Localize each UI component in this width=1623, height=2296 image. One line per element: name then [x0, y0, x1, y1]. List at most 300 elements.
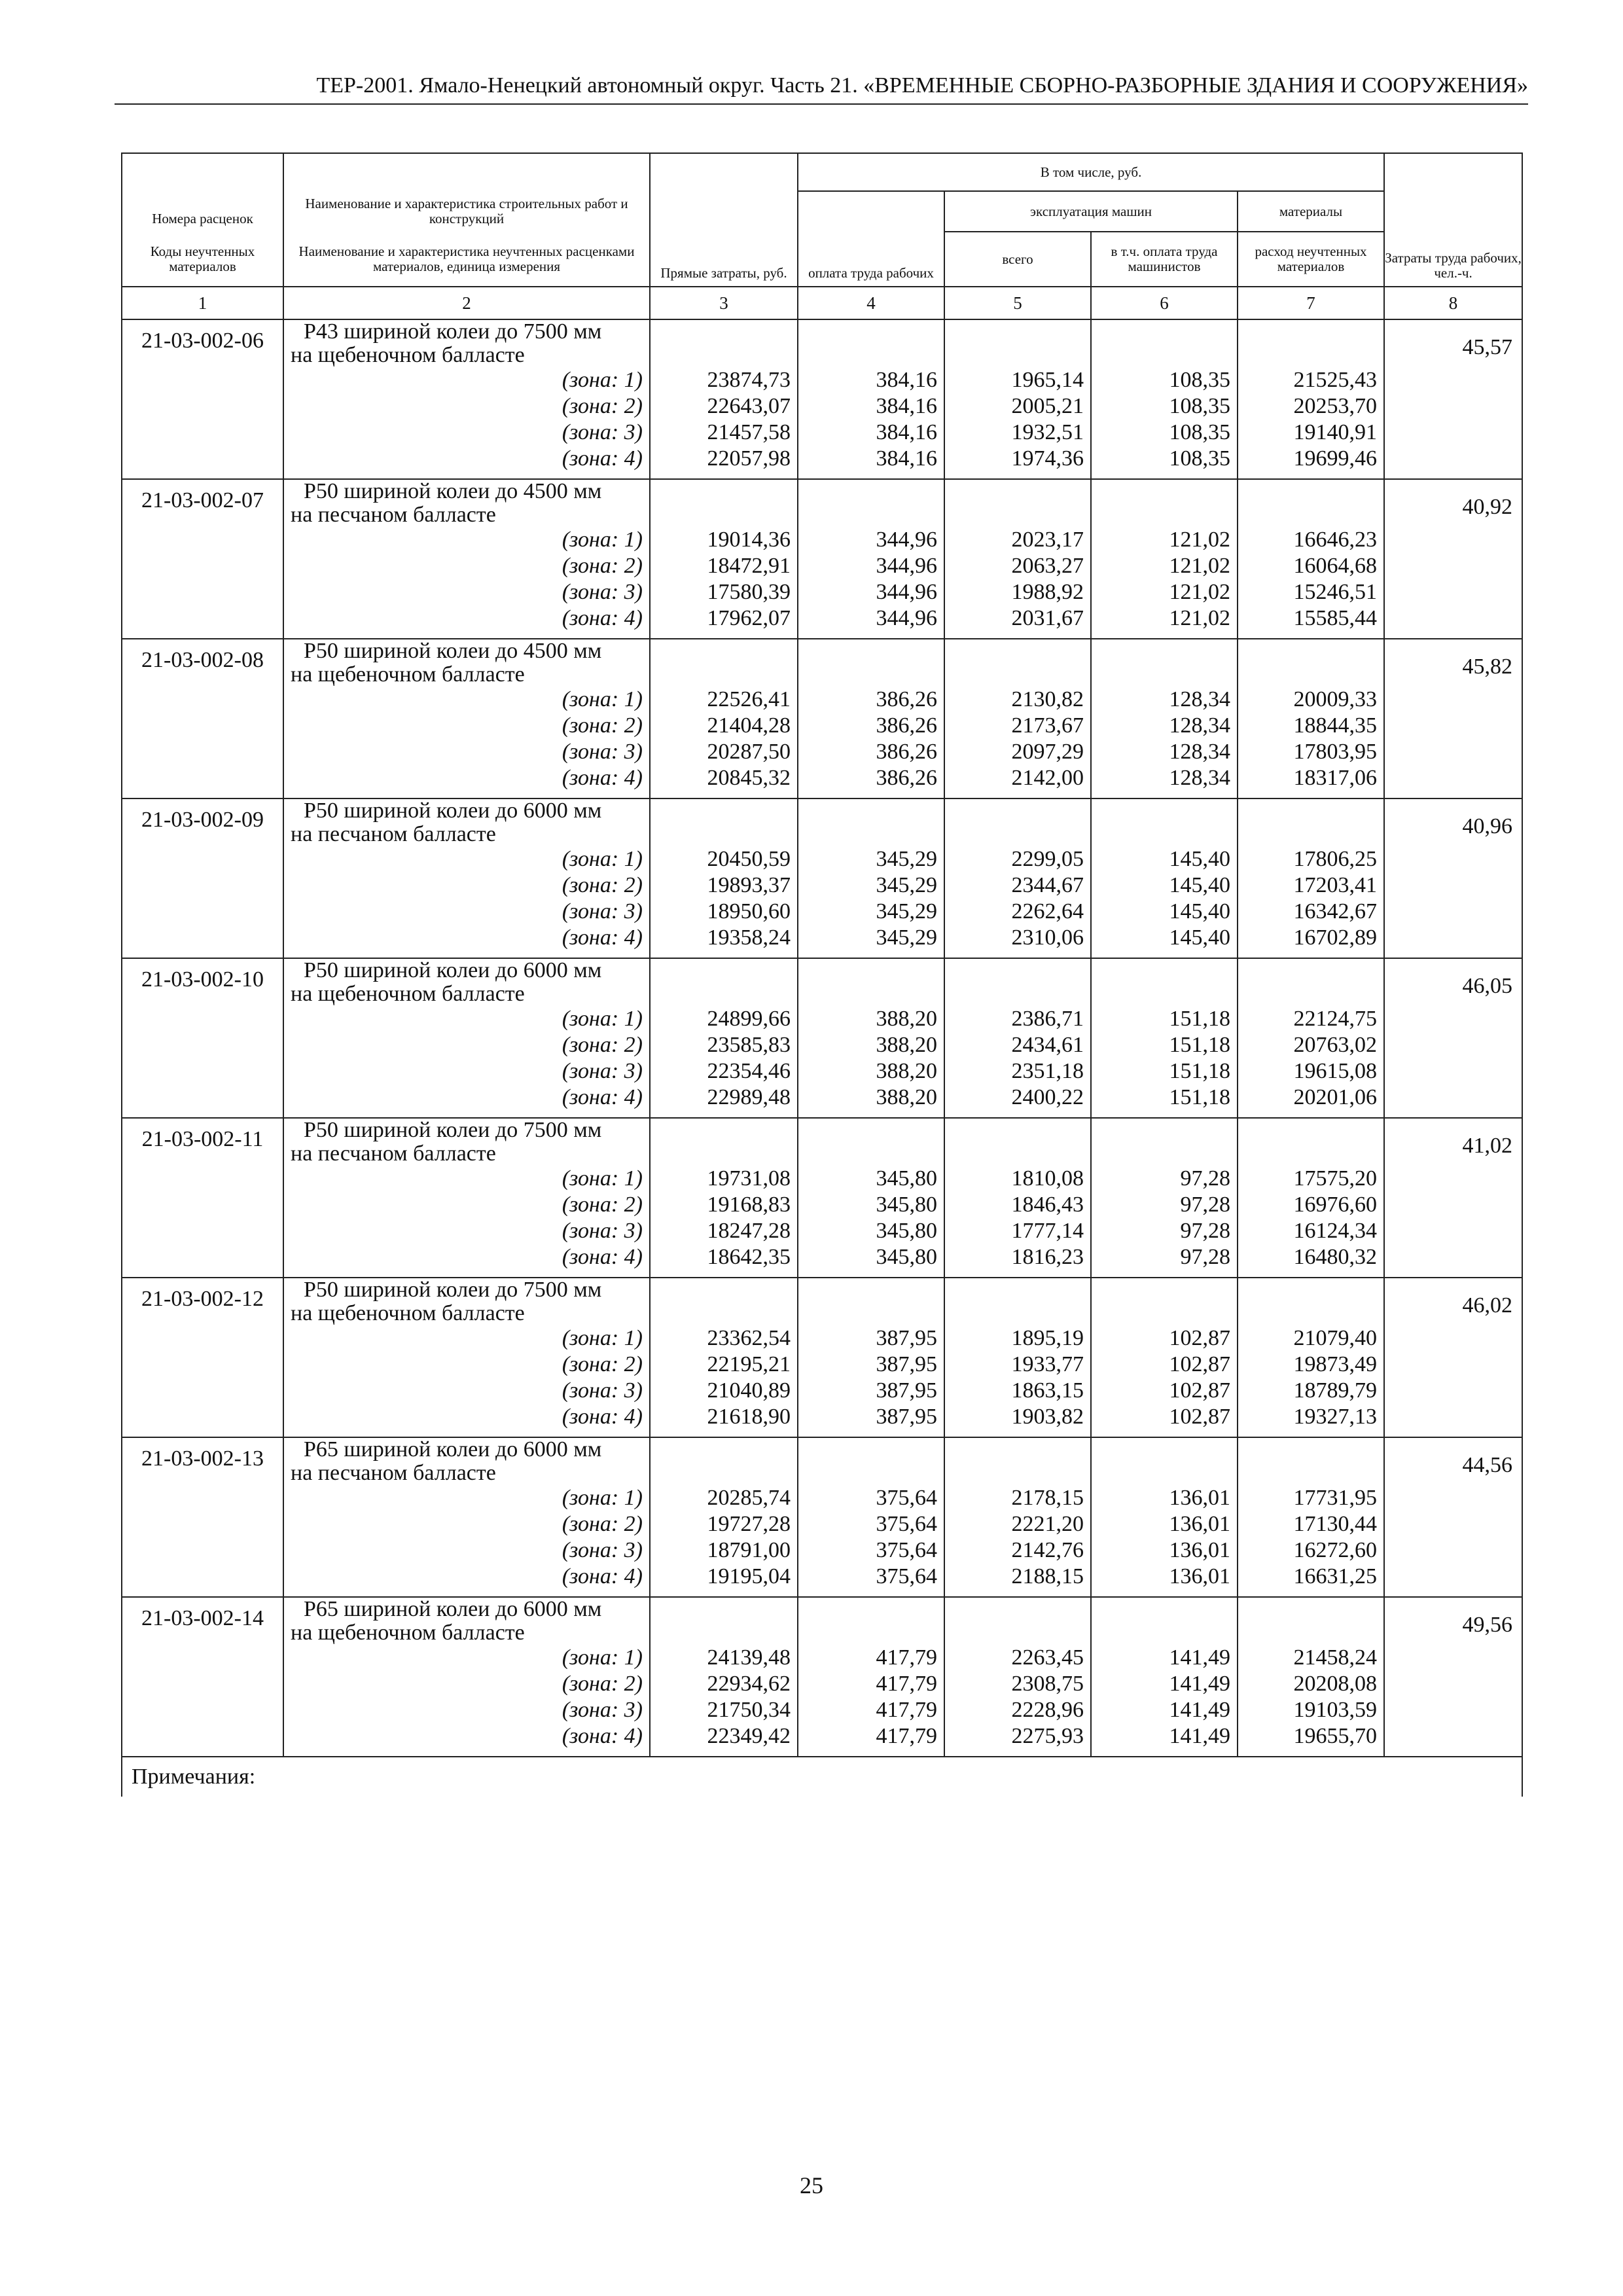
empty-cell: [122, 1485, 283, 1511]
empty-cell: [122, 1192, 283, 1218]
wages-cell: 344,96: [798, 605, 944, 639]
col7-label: расход неучтенных материалов: [1238, 232, 1384, 287]
machinist-wages-cell: 97,28: [1091, 1244, 1238, 1278]
empty-cell: [650, 958, 798, 1006]
machines-cell: 2142,00: [944, 765, 1091, 798]
empty-cell: [1238, 1278, 1384, 1325]
rate-title-row: [122, 639, 1522, 687]
empty-cell: [122, 713, 283, 739]
empty-cell: [1238, 1118, 1384, 1166]
empty-cell: [650, 639, 798, 687]
direct-cost-cell: 21750,34: [650, 1697, 798, 1723]
wages-cell: 375,64: [798, 1564, 944, 1597]
materials-cell: 16976,60: [1238, 1192, 1384, 1218]
zone-label: (зона: 2): [283, 1671, 650, 1697]
page-number: 25: [800, 2172, 823, 2198]
rate-name-line1: Р50 шириной колеи до 6000 мм: [304, 958, 602, 982]
machinist-wages-cell: 145,40: [1091, 846, 1238, 872]
empty-cell: [122, 899, 283, 925]
zone-label: (зона: 1): [283, 1325, 650, 1352]
col2-bottom-label: Наименование и характеристика неучтенных расценками материалов, единица измерения: [283, 232, 650, 287]
empty-cell: [944, 1118, 1091, 1166]
rate-name: [283, 958, 650, 1006]
zone-row: [122, 1244, 1522, 1278]
direct-cost-cell: 17962,07: [650, 605, 798, 639]
rate-title-row: [122, 1437, 1522, 1485]
empty-cell: [122, 1325, 283, 1352]
machines-cell: 2178,15: [944, 1485, 1091, 1511]
machines-cell: 2173,67: [944, 713, 1091, 739]
direct-cost-cell: 19893,37: [650, 872, 798, 899]
direct-cost-cell: 23874,73: [650, 367, 798, 393]
machines-cell: 1965,14: [944, 367, 1091, 393]
materials-cell: 18789,79: [1238, 1378, 1384, 1404]
zone-row: [122, 1671, 1522, 1697]
incl-label: В том числе, руб.: [798, 153, 1384, 191]
rate-name: [283, 798, 650, 846]
empty-cell: [944, 1597, 1091, 1645]
empty-cell: [798, 639, 944, 687]
zone-row: [122, 713, 1522, 739]
machinist-wages-cell: 121,02: [1091, 605, 1238, 639]
column-number: 6: [1091, 287, 1238, 319]
column-number: 8: [1384, 287, 1522, 319]
zone-row: [122, 393, 1522, 420]
empty-cell: [122, 367, 283, 393]
machines-cell: 2308,75: [944, 1671, 1091, 1697]
machinist-wages-cell: 151,18: [1091, 1006, 1238, 1032]
empty-cell: [650, 319, 798, 367]
zone-row: [122, 925, 1522, 958]
machinist-wages-cell: 128,34: [1091, 687, 1238, 713]
wages-cell: 345,29: [798, 925, 944, 958]
direct-cost-cell: 19195,04: [650, 1564, 798, 1597]
empty-cell: [798, 319, 944, 367]
zone-row: [122, 1352, 1522, 1378]
labor-cost-cell: 40,92: [1384, 479, 1522, 639]
machines-cell: 1974,36: [944, 446, 1091, 479]
empty-cell: [122, 1032, 283, 1058]
empty-cell: [650, 1597, 798, 1645]
wages-cell: 345,29: [798, 872, 944, 899]
zone-row: [122, 846, 1522, 872]
zone-label: (зона: 2): [283, 1352, 650, 1378]
zone-row: [122, 739, 1522, 765]
empty-cell: [1091, 1278, 1238, 1325]
zone-label: (зона: 3): [283, 1378, 650, 1404]
column-number: 2: [283, 287, 650, 319]
rate-name-line2: на щебеночном балласте: [291, 343, 525, 367]
col3-label: Прямые затраты, руб.: [650, 153, 798, 287]
empty-cell: [1238, 798, 1384, 846]
empty-cell: [122, 1645, 283, 1671]
empty-cell: [122, 846, 283, 872]
rate-name: [283, 319, 650, 367]
machinist-wages-cell: 151,18: [1091, 1058, 1238, 1085]
rate-name: [283, 639, 650, 687]
empty-cell: [944, 639, 1091, 687]
wages-cell: 345,80: [798, 1192, 944, 1218]
direct-cost-cell: 20845,32: [650, 765, 798, 798]
machinist-wages-cell: 121,02: [1091, 553, 1238, 579]
rate-name-line2: на песчаном балласте: [291, 1141, 496, 1166]
zone-row: [122, 367, 1522, 393]
column-number: 7: [1238, 287, 1384, 319]
wages-cell: 388,20: [798, 1006, 944, 1032]
wages-cell: 345,29: [798, 899, 944, 925]
wages-cell: 384,16: [798, 393, 944, 420]
wages-cell: 387,95: [798, 1378, 944, 1404]
machines-cell: 2005,21: [944, 393, 1091, 420]
machinist-wages-cell: 102,87: [1091, 1404, 1238, 1437]
rate-title-row: [122, 1278, 1522, 1325]
direct-cost-cell: 23362,54: [650, 1325, 798, 1352]
machines-cell: 1846,43: [944, 1192, 1091, 1218]
materials-cell: 20253,70: [1238, 393, 1384, 420]
machines-cell: 2263,45: [944, 1645, 1091, 1671]
empty-cell: [122, 1697, 283, 1723]
empty-cell: [122, 1537, 283, 1564]
wages-cell: 384,16: [798, 367, 944, 393]
machines-cell: 2130,82: [944, 687, 1091, 713]
rate-title-row: [122, 958, 1522, 1006]
labor-cost-cell: 49,56: [1384, 1597, 1522, 1757]
empty-cell: [650, 1437, 798, 1485]
zone-label: (зона: 4): [283, 1723, 650, 1757]
materials-cell: 20763,02: [1238, 1032, 1384, 1058]
empty-cell: [122, 1404, 283, 1437]
zone-row: [122, 1378, 1522, 1404]
zone-label: (зона: 1): [283, 1485, 650, 1511]
empty-cell: [122, 1352, 283, 1378]
materials-cell: 20201,06: [1238, 1085, 1384, 1118]
materials-cell: 15585,44: [1238, 605, 1384, 639]
machinist-wages-cell: 102,87: [1091, 1352, 1238, 1378]
empty-cell: [1091, 798, 1238, 846]
rates-table: [121, 152, 1523, 1797]
column-number: 4: [798, 287, 944, 319]
zone-row: [122, 1006, 1522, 1032]
direct-cost-cell: 21457,58: [650, 420, 798, 446]
wages-cell: 388,20: [798, 1058, 944, 1085]
rate-title-row: [122, 798, 1522, 846]
materials-cell: 17575,20: [1238, 1166, 1384, 1192]
rate-name-line2: на песчаном балласте: [291, 822, 496, 846]
wages-cell: 387,95: [798, 1352, 944, 1378]
direct-cost-cell: 20450,59: [650, 846, 798, 872]
zone-label: (зона: 3): [283, 1218, 650, 1244]
empty-cell: [122, 1378, 283, 1404]
zone-row: [122, 420, 1522, 446]
zone-label: (зона: 4): [283, 1085, 650, 1118]
labor-cost-cell: 45,82: [1384, 639, 1522, 798]
rate-code: 21-03-002-14: [122, 1597, 283, 1645]
direct-cost-cell: 22526,41: [650, 687, 798, 713]
machines-cell: 2142,76: [944, 1537, 1091, 1564]
empty-cell: [122, 872, 283, 899]
empty-cell: [1091, 479, 1238, 527]
zone-label: (зона: 4): [283, 446, 650, 479]
machines-cell: 2262,64: [944, 899, 1091, 925]
zone-label: (зона: 2): [283, 553, 650, 579]
empty-cell: [798, 798, 944, 846]
machines-cell: 2386,71: [944, 1006, 1091, 1032]
machinist-wages-cell: 141,49: [1091, 1697, 1238, 1723]
zone-row: [122, 1645, 1522, 1671]
wages-cell: 386,26: [798, 765, 944, 798]
zone-label: (зона: 2): [283, 1192, 650, 1218]
table-body: [122, 319, 1522, 1757]
direct-cost-cell: 18642,35: [650, 1244, 798, 1278]
machinist-wages-cell: 97,28: [1091, 1218, 1238, 1244]
empty-cell: [944, 958, 1091, 1006]
direct-cost-cell: 19014,36: [650, 527, 798, 553]
empty-cell: [122, 446, 283, 479]
direct-cost-cell: 19731,08: [650, 1166, 798, 1192]
machinist-wages-cell: 128,34: [1091, 739, 1238, 765]
rate-title-row: [122, 479, 1522, 527]
materials-cell: 19103,59: [1238, 1697, 1384, 1723]
materials-cell: 21458,24: [1238, 1645, 1384, 1671]
machines-cell: 1903,82: [944, 1404, 1091, 1437]
zone-row: [122, 446, 1522, 479]
machinist-wages-cell: 145,40: [1091, 899, 1238, 925]
rate-name-line2: на песчаном балласте: [291, 1461, 496, 1485]
zone-label: (зона: 2): [283, 393, 650, 420]
rate-title-row: [122, 1118, 1522, 1166]
direct-cost-cell: 22934,62: [650, 1671, 798, 1697]
zone-label: (зона: 4): [283, 1244, 650, 1278]
wages-cell: 386,26: [798, 713, 944, 739]
wages-cell: 417,79: [798, 1723, 944, 1757]
machinist-wages-cell: 102,87: [1091, 1325, 1238, 1352]
machinist-wages-cell: 141,49: [1091, 1645, 1238, 1671]
labor-cost-cell: 46,02: [1384, 1278, 1522, 1437]
zone-label: (зона: 2): [283, 1511, 650, 1537]
materials-cell: 17806,25: [1238, 846, 1384, 872]
rate-name-line2: на песчаном балласте: [291, 503, 496, 527]
zone-label: (зона: 3): [283, 420, 650, 446]
empty-cell: [122, 1006, 283, 1032]
machinist-wages-cell: 97,28: [1091, 1192, 1238, 1218]
rate-name-line1: Р50 шириной колеи до 6000 мм: [304, 798, 602, 823]
rate-title-row: [122, 1597, 1522, 1645]
zone-label: (зона: 3): [283, 739, 650, 765]
machinist-wages-cell: 102,87: [1091, 1378, 1238, 1404]
machinist-wages-cell: 141,49: [1091, 1723, 1238, 1757]
empty-cell: [798, 479, 944, 527]
wages-cell: 344,96: [798, 553, 944, 579]
empty-cell: [1238, 319, 1384, 367]
column-number: 3: [650, 287, 798, 319]
empty-cell: [122, 687, 283, 713]
machinist-wages-cell: 97,28: [1091, 1166, 1238, 1192]
rate-name-line2: на щебеночном балласте: [291, 982, 525, 1006]
materials-cell: 16646,23: [1238, 527, 1384, 553]
wages-cell: 345,29: [798, 846, 944, 872]
zone-label: (зона: 2): [283, 872, 650, 899]
zone-label: (зона: 3): [283, 899, 650, 925]
machinist-wages-cell: 136,01: [1091, 1511, 1238, 1537]
machines-cell: 2351,18: [944, 1058, 1091, 1085]
empty-cell: [944, 479, 1091, 527]
zone-row: [122, 1511, 1522, 1537]
machines-cell: 2031,67: [944, 605, 1091, 639]
wages-cell: 375,64: [798, 1537, 944, 1564]
zone-row: [122, 1485, 1522, 1511]
direct-cost-cell: 22057,98: [650, 446, 798, 479]
materials-cell: 21079,40: [1238, 1325, 1384, 1352]
empty-cell: [122, 1511, 283, 1537]
empty-cell: [798, 958, 944, 1006]
machines-cell: 2400,22: [944, 1085, 1091, 1118]
col2-top-label: Наименование и характеристика строительных работ и конструкций: [283, 153, 650, 232]
empty-cell: [1238, 958, 1384, 1006]
zone-label: (зона: 2): [283, 713, 650, 739]
materials-cell: 17731,95: [1238, 1485, 1384, 1511]
machines-cell: 2188,15: [944, 1564, 1091, 1597]
materials-cell: 19140,91: [1238, 420, 1384, 446]
zone-label: (зона: 1): [283, 527, 650, 553]
zone-row: [122, 553, 1522, 579]
empty-cell: [1091, 319, 1238, 367]
rate-name: [283, 1437, 650, 1485]
labor-cost-cell: 40,96: [1384, 798, 1522, 958]
column-number: 5: [944, 287, 1091, 319]
materials-cell: 16124,34: [1238, 1218, 1384, 1244]
empty-cell: [122, 605, 283, 639]
zone-row: [122, 1697, 1522, 1723]
empty-cell: [122, 393, 283, 420]
labor-cost-cell: 45,57: [1384, 319, 1522, 479]
empty-cell: [122, 420, 283, 446]
running-header: ТЕР-2001. Ямало-Ненецкий автономный округ. Часть 21. «ВРЕМЕННЫЕ СБОРНО-РАЗБОРНЫЕ ЗДАНИЯ И СООРУЖЕНИЯ»: [316, 73, 1528, 98]
zone-label: (зона: 3): [283, 1537, 650, 1564]
direct-cost-cell: 18247,28: [650, 1218, 798, 1244]
rate-code: 21-03-002-10: [122, 958, 283, 1006]
wages-cell: 344,96: [798, 579, 944, 605]
direct-cost-cell: 19727,28: [650, 1511, 798, 1537]
rate-name: [283, 1118, 650, 1166]
machines-cell: 2228,96: [944, 1697, 1091, 1723]
zone-row: [122, 1192, 1522, 1218]
direct-cost-cell: 18950,60: [650, 899, 798, 925]
zone-label: (зона: 3): [283, 579, 650, 605]
machines-cell: 2221,20: [944, 1511, 1091, 1537]
direct-cost-cell: 24899,66: [650, 1006, 798, 1032]
wages-cell: 386,26: [798, 739, 944, 765]
empty-cell: [122, 1218, 283, 1244]
machinist-wages-cell: 136,01: [1091, 1537, 1238, 1564]
rate-name-line1: Р50 шириной колеи до 4500 мм: [304, 639, 602, 663]
materials-cell: 18317,06: [1238, 765, 1384, 798]
notes-label: Примечания:: [122, 1757, 1522, 1797]
empty-cell: [122, 1564, 283, 1597]
zone-row: [122, 1723, 1522, 1757]
empty-cell: [1238, 479, 1384, 527]
zone-row: [122, 872, 1522, 899]
rate-name-line1: Р50 шириной колеи до 7500 мм: [304, 1278, 602, 1302]
materials-cell: 16064,68: [1238, 553, 1384, 579]
col5-label: всего: [944, 232, 1091, 287]
rate-code: 21-03-002-11: [122, 1118, 283, 1166]
machinist-wages-cell: 151,18: [1091, 1085, 1238, 1118]
col4-label: оплата труда рабочих: [798, 191, 944, 287]
empty-cell: [650, 1278, 798, 1325]
labor-cost-cell: 46,05: [1384, 958, 1522, 1118]
machinist-wages-cell: 128,34: [1091, 765, 1238, 798]
col1-bottom-label: Коды неучтенных материалов: [122, 232, 283, 287]
direct-cost-cell: 22989,48: [650, 1085, 798, 1118]
zone-row: [122, 1085, 1522, 1118]
rate-name-line1: Р65 шириной колеи до 6000 мм: [304, 1597, 602, 1621]
direct-cost-cell: 18472,91: [650, 553, 798, 579]
empty-cell: [944, 319, 1091, 367]
zone-row: [122, 765, 1522, 798]
empty-cell: [122, 739, 283, 765]
empty-cell: [122, 1671, 283, 1697]
materials-cell: 16480,32: [1238, 1244, 1384, 1278]
rate-name-line2: на щебеночном балласте: [291, 662, 525, 687]
direct-cost-cell: 20287,50: [650, 739, 798, 765]
rate-code: 21-03-002-13: [122, 1437, 283, 1485]
zone-row: [122, 1218, 1522, 1244]
direct-cost-cell: 19168,83: [650, 1192, 798, 1218]
rate-name-line2: на щебеночном балласте: [291, 1301, 525, 1325]
rate-code: 21-03-002-08: [122, 639, 283, 687]
direct-cost-cell: 24139,48: [650, 1645, 798, 1671]
machinist-wages-cell: 108,35: [1091, 446, 1238, 479]
wages-cell: 345,80: [798, 1244, 944, 1278]
wages-cell: 388,20: [798, 1085, 944, 1118]
header-rule: [115, 103, 1528, 105]
wages-cell: 417,79: [798, 1697, 944, 1723]
rate-name: [283, 1278, 650, 1325]
empty-cell: [122, 1166, 283, 1192]
rate-name-line1: Р50 шириной колеи до 7500 мм: [304, 1118, 602, 1142]
zone-label: (зона: 3): [283, 1058, 650, 1085]
machinist-wages-cell: 121,02: [1091, 527, 1238, 553]
wages-cell: 345,80: [798, 1166, 944, 1192]
materials-cell: 19327,13: [1238, 1404, 1384, 1437]
machines-cell: 1932,51: [944, 420, 1091, 446]
machinist-wages-cell: 128,34: [1091, 713, 1238, 739]
machinist-wages-cell: 151,18: [1091, 1032, 1238, 1058]
rate-name-line1: Р65 шириной колеи до 6000 мм: [304, 1437, 602, 1462]
wages-cell: 344,96: [798, 527, 944, 553]
direct-cost-cell: 21040,89: [650, 1378, 798, 1404]
direct-cost-cell: 22195,21: [650, 1352, 798, 1378]
empty-cell: [798, 1278, 944, 1325]
wages-cell: 375,64: [798, 1485, 944, 1511]
direct-cost-cell: 21404,28: [650, 713, 798, 739]
empty-cell: [798, 1118, 944, 1166]
materials-cell: 15246,51: [1238, 579, 1384, 605]
zone-label: (зона: 1): [283, 846, 650, 872]
rate-title-row: [122, 319, 1522, 367]
machines-cell: 2023,17: [944, 527, 1091, 553]
zone-row: [122, 1564, 1522, 1597]
table-header: [122, 153, 1522, 319]
zone-label: (зона: 4): [283, 1404, 650, 1437]
materials-cell: 19615,08: [1238, 1058, 1384, 1085]
materials-cell: 16631,25: [1238, 1564, 1384, 1597]
wages-cell: 417,79: [798, 1645, 944, 1671]
zone-label: (зона: 4): [283, 1564, 650, 1597]
machines-label: эксплуатация машин: [944, 191, 1238, 232]
zone-row: [122, 605, 1522, 639]
zone-label: (зона: 4): [283, 925, 650, 958]
